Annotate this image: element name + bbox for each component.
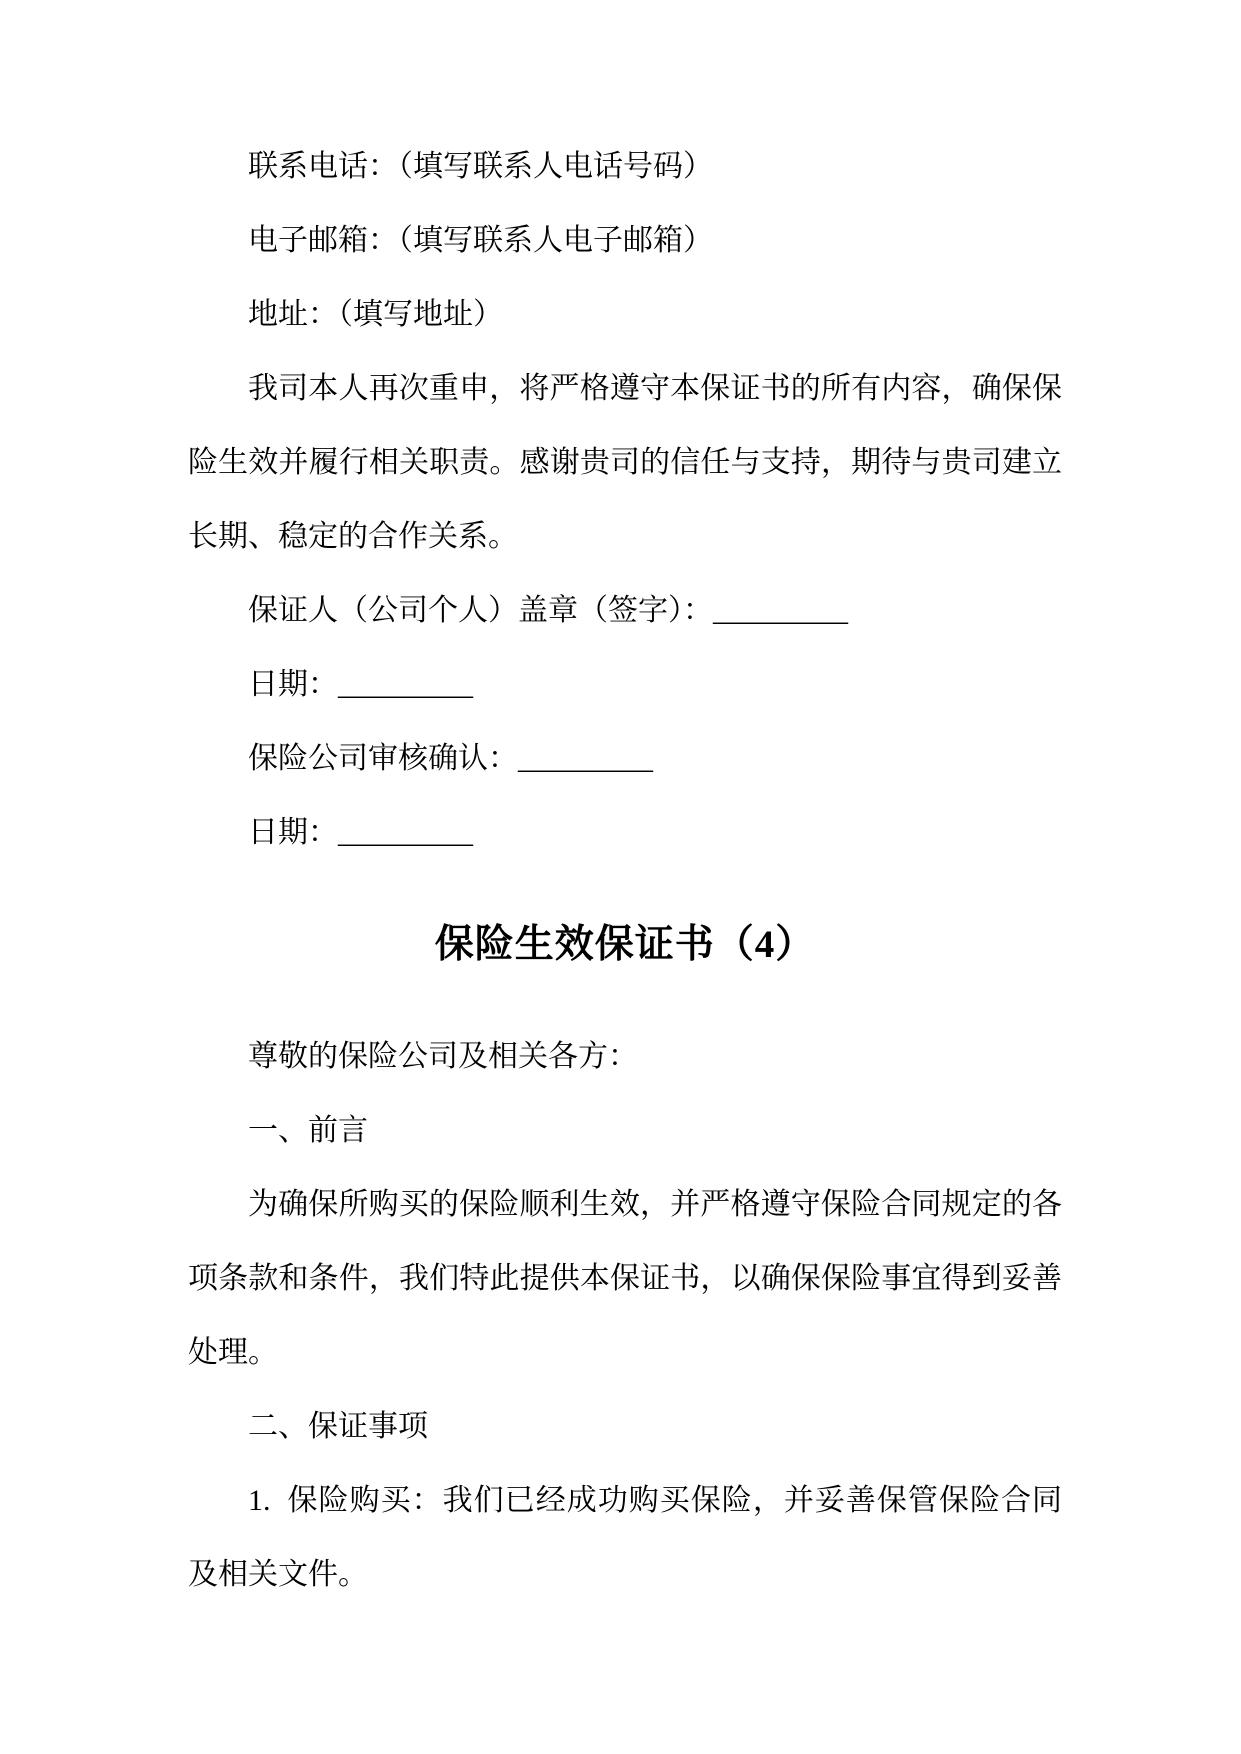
contact-phone-line: 联系电话：（填写联系人电话号码）: [248, 150, 713, 183]
section-1-paragraph: 为确保所购买的保险顺利生效，并严格遵守保险合同规定的各项条款和条件，我们特此提供本保证书，以确保保险事宜得到妥善处理。: [188, 1188, 1062, 1369]
letter4-title: 保险生效保证书（4）: [434, 923, 816, 966]
email-line: 电子邮箱：（填写联系人电子邮箱）: [248, 224, 713, 257]
closing-paragraph: 我司本人再次重申，将严格遵守本保证书的所有内容，确保保险生效并履行相关职责。感谢贵司的信任与支持，期待与贵司建立长期、稳定的合作关系。: [188, 372, 1062, 553]
address-line: 地址：（填写地址）: [248, 298, 503, 331]
insurer-review-line: 保险公司审核确认：_________: [248, 742, 653, 775]
section-2-heading: 二、保证事项: [248, 1410, 428, 1443]
salutation-line: 尊敬的保险公司及相关各方：: [248, 1040, 638, 1073]
section-1-heading: 一、前言: [248, 1114, 368, 1147]
guarantor-signature-line: 保证人（公司个人）盖章（签字）：_________: [248, 594, 848, 627]
date-line-1: 日期：_________: [248, 668, 473, 701]
date-line-2: 日期：_________: [248, 816, 473, 849]
section-2-item-1: 1. 保险购买：我们已经成功购买保险，并妥善保管保险合同及相关文件。: [188, 1484, 1062, 1591]
